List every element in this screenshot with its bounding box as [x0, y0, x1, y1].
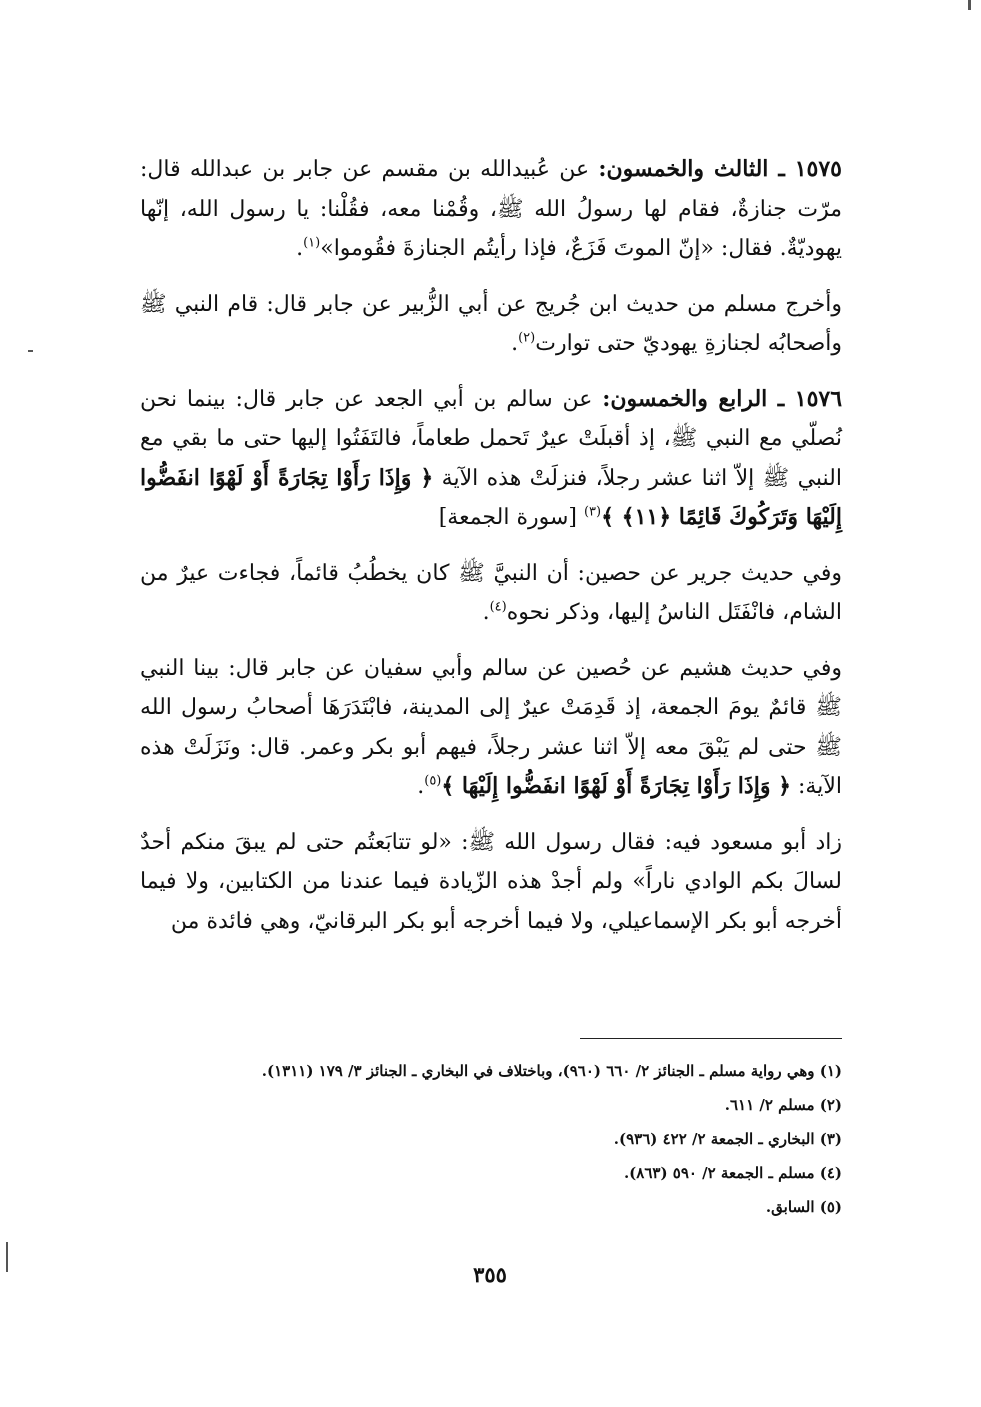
footnote-2: (٢) مسلم ٢/ ٦١١.	[724, 1096, 842, 1114]
quran-verse: ﴿ وَإِذَا رَأَوْا تِجَارَةً أَوْ لَهْوًا انفَضُّوا إِلَيْهَا ﴾	[441, 773, 792, 799]
paragraph-muslim-narration	[140, 285, 842, 364]
surah-reference: [سورة الجمعة]	[438, 505, 584, 530]
quran-verse: ﴿ وَإِذَا رَأَوْا تِجَارَةً أَوْ لَهْوًا انفَضُّوا إِلَيْهَا وَتَرَكُوكَ قَائِمًا ﴿١١﴾ ﴾	[140, 464, 842, 530]
paragraph-tail: .	[296, 236, 304, 261]
paragraph-text: عن سالم بن أبي الجعد عن جابر قال: بينما نحن نُصلّي مع النبي ﷺ، إذ أقبلَتْ عيرٌ تَحمل طعاماً، فالتَفَتُوا إليها حتى ما بقي مع النبي ﷺ إلاّ اثنا عشر رجلاً، فنزلَتْ هذه الآية	[140, 386, 842, 491]
paragraph-hadith-1576	[140, 380, 842, 538]
paragraph-tail: .	[417, 774, 425, 799]
paragraph-jarir-narration	[140, 554, 842, 633]
footnote-3: (٣) البخاري ـ الجمعة ٢/ ٤٢٢ (٩٣٦).	[613, 1130, 842, 1148]
paragraph-text: وأخرج مسلم من حديث ابن جُريج عن أبي الزُّبير عن جابر قال: قام النبي ﷺ وأصحابُه لجنازةِ يهوديّ حتى توارت	[140, 291, 842, 356]
footnote-5: (٥) السابق.	[765, 1198, 842, 1216]
footnote-ref: (٣)	[583, 504, 602, 520]
footnote-ref: (٥)	[424, 773, 442, 789]
hadith-heading: ١٥٧٦ ـ الرابع والخمسون:	[602, 385, 843, 412]
footnote-ref: (١)	[303, 235, 321, 251]
paragraph-hadith-1575	[140, 150, 842, 269]
footnote-1: (١) وهي رواية مسلم ـ الجنائز ٢/ ٦٦٠ (٩٦٠)، وباختلاف في البخاري ـ الجنائز ٣/ ١٧٩ (١٣١١).	[261, 1062, 842, 1080]
paragraph-hushaym-narration	[140, 649, 842, 807]
scan-artifact-top-right	[968, 0, 971, 10]
paragraph-tail: .	[482, 600, 490, 625]
scan-artifact-left-dot	[28, 350, 33, 352]
main-text	[140, 150, 842, 957]
paragraph-text: وفي حديث هشيم عن حُصين عن سالم وأبي سفيان عن جابر قال: بينا النبي ﷺ قائمٌ يومَ الجمعة، إذ قَدِمَتْ عيرٌ إلى المدينة، فابْتَدَرَهَا أصحابُ رسول الله ﷺ حتى لم يَبْقَ معه إلاّ اثنا عشر رجلاً، فيهم أبو بكر وعمر. قال: ونَزَلَتْ هذه الآية:	[140, 655, 842, 799]
hadith-heading: ١٥٧٥ ـ الثالث والخمسون:	[598, 156, 842, 182]
footnote-4: (٤) مسلم ـ الجمعة ٢/ ٥٩٠ (٨٦٣).	[623, 1164, 842, 1182]
paragraph-abu-masud-addition	[140, 823, 842, 942]
scan-artifact-left-bar	[6, 1242, 8, 1272]
footnote-divider	[580, 1038, 842, 1039]
footnote-ref: (٤)	[489, 599, 507, 615]
paragraph-text: عن عُبيدالله بن مقسم عن جابر بن عبدالله قال: مرّت جنازةٌ، فقام لها رسولُ الله ﷺ، وقُمْنا معه، فقُلْنا: يا رسول الله، إنّها يهوديّةٌ. فقال: «إنّ الموتَ فَزَعٌ، فإذا رأيتُم الجنازةَ فقُوموا»	[140, 157, 842, 261]
paragraph-text: وفي حديث جرير عن حصين: أن النبيَّ ﷺ كان يخطُبُ قائماً، فجاءت عيرٌ من الشام، فانْفَتَل الناسُ إليها، وذكر نحوه	[140, 560, 842, 625]
footnotes	[140, 1054, 842, 1224]
footnote-ref: (٢)	[518, 330, 536, 346]
paragraph-tail: .	[511, 331, 519, 356]
page-number: ٣٥٥	[473, 1262, 507, 1287]
paragraph-text: زاد أبو مسعود فيه: فقال رسول الله ﷺ: «لو تتابَعتُم حتى لم يبقَ منكم أحدٌ لسالَ بكم الوادي ناراً» ولم أجدْ هذه الزّيادة فيما عندنا من الكتابين، ولا فيما أخرجه أبو بكر الإسماعيلي، ولا فيما أخرجه أبو بكر البرقانيّ، وهي فائدة من	[140, 829, 842, 934]
